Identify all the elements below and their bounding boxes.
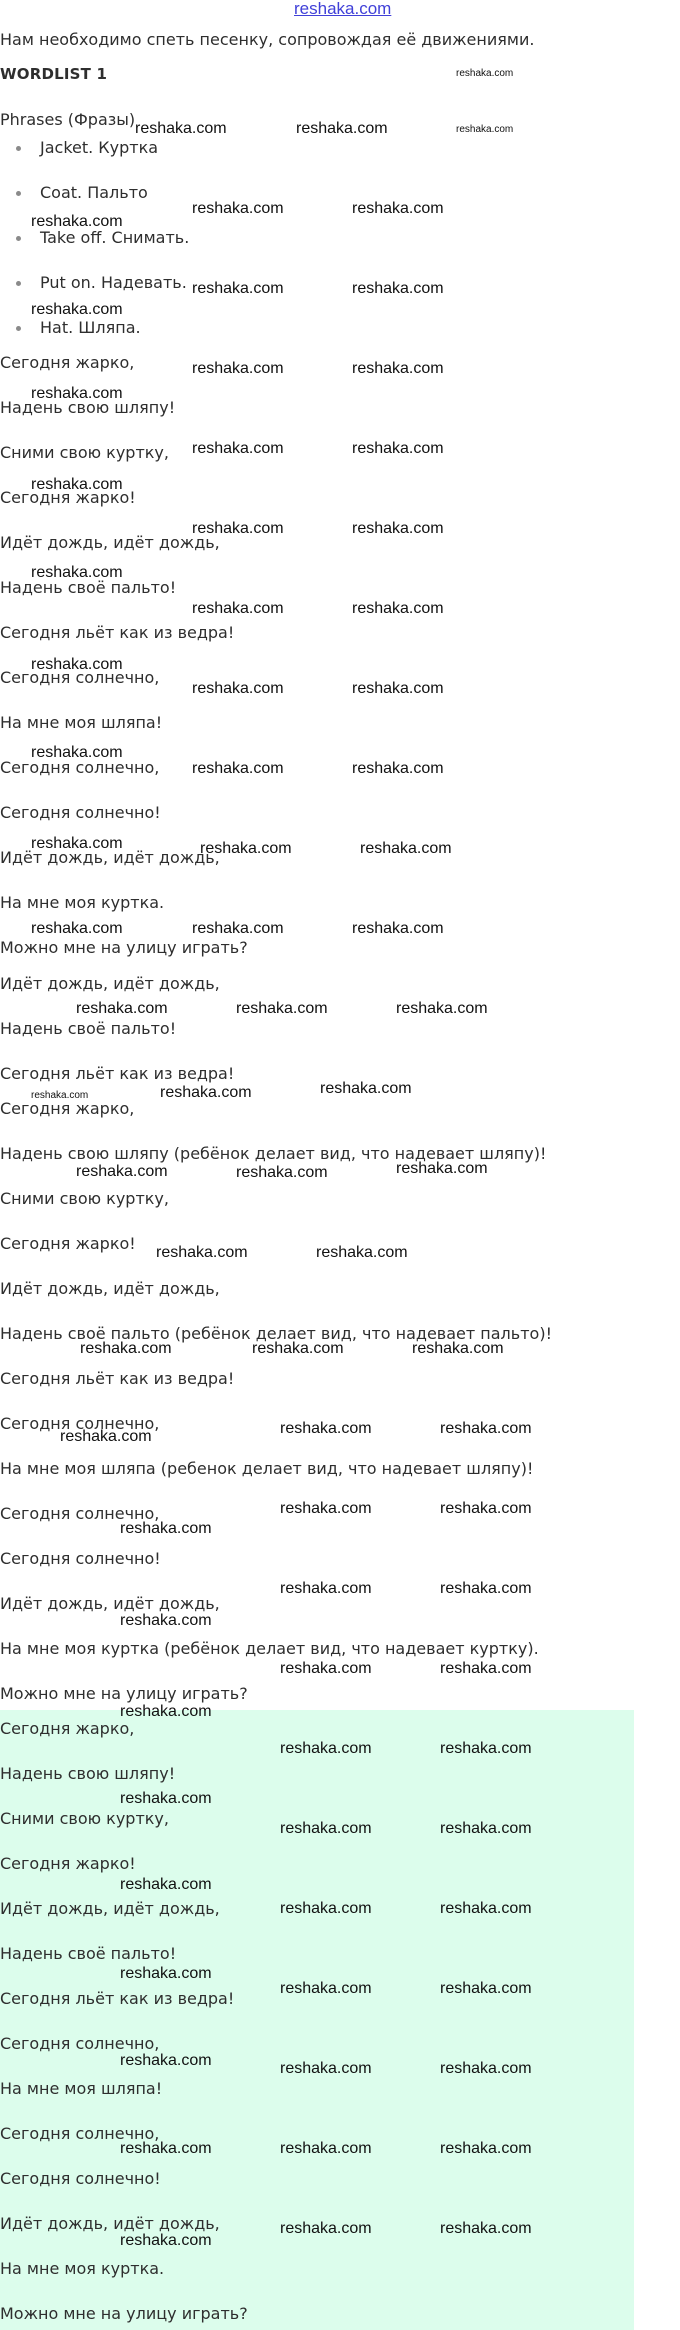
watermark: reshaka.com	[236, 1164, 328, 1181]
watermark: reshaka.com	[320, 1080, 412, 1097]
song-line: Можно мне на улицу играть?	[0, 938, 248, 957]
watermark: reshaka.com	[160, 1084, 252, 1101]
phrase-item: Hat. Шляпа.	[40, 318, 141, 337]
watermark: reshaka.com	[412, 1340, 504, 1357]
watermark: reshaka.com	[440, 2140, 532, 2157]
watermark: reshaka.com	[120, 2052, 212, 2069]
song-line: Идёт дождь, идёт дождь,	[0, 1594, 220, 1613]
watermark: reshaka.com	[440, 1660, 532, 1677]
watermark: reshaka.com	[280, 1660, 372, 1677]
song-line: Сегодня жарко!	[0, 488, 136, 507]
watermark: reshaka.com	[352, 360, 444, 377]
song-line: Сегодня жарко,	[0, 353, 135, 372]
song-line: Сегодня солнечно,	[0, 668, 160, 687]
watermark: reshaka.com	[120, 1520, 212, 1537]
watermark: reshaka.com	[352, 600, 444, 617]
watermark: reshaka.com	[192, 760, 284, 777]
watermark: reshaka.com	[200, 840, 292, 857]
song-line: Сегодня льёт как из ведра!	[0, 623, 235, 642]
watermark: reshaka.com	[280, 1740, 372, 1757]
watermark: reshaka.com	[280, 1900, 372, 1917]
phrase-item: Put on. Надевать.	[40, 273, 187, 292]
phrases-heading: Phrases (Фразы)	[0, 110, 136, 129]
song-line: Надень своё пальто!	[0, 1019, 177, 1038]
watermark: reshaka.com	[280, 2220, 372, 2237]
watermark: reshaka.com	[120, 1612, 212, 1629]
watermark: reshaka.com	[31, 920, 123, 937]
watermark: reshaka.com	[396, 1000, 488, 1017]
song-line: На мне моя куртка.	[0, 2259, 165, 2278]
watermark: reshaka.com	[352, 760, 444, 777]
song-line: Сегодня льёт как из ведра!	[0, 1369, 235, 1388]
song-line: Идёт дождь, идёт дождь,	[0, 2214, 220, 2233]
watermark: reshaka.com	[192, 360, 284, 377]
watermark: reshaka.com	[31, 476, 123, 493]
watermark: reshaka.com	[352, 920, 444, 937]
phrase-item: Coat. Пальто	[40, 183, 148, 202]
watermark: reshaka.com	[316, 1244, 408, 1261]
watermark: reshaka.com	[280, 2060, 372, 2077]
watermark: reshaka.com	[360, 840, 452, 857]
watermark: reshaka.com	[31, 1090, 89, 1101]
song-line: Сегодня солнечно,	[0, 1504, 160, 1523]
watermark: reshaka.com	[120, 2232, 212, 2249]
watermark: reshaka.com	[192, 520, 284, 537]
song-line: Сегодня льёт как из ведра!	[0, 1064, 235, 1083]
watermark: reshaka.com	[135, 120, 227, 137]
watermark: reshaka.com	[192, 600, 284, 617]
watermark: reshaka.com	[31, 656, 123, 673]
song-line: Сними свою куртку,	[0, 1809, 169, 1828]
watermark: reshaka.com	[156, 1244, 248, 1261]
watermark: reshaka.com	[440, 2060, 532, 2077]
watermark: reshaka.com	[396, 1160, 488, 1177]
song-line: Сегодня жарко,	[0, 1099, 135, 1118]
watermark: reshaka.com	[31, 301, 123, 318]
watermark: reshaka.com	[440, 2220, 532, 2237]
watermark: reshaka.com	[31, 213, 123, 230]
watermark: reshaka.com	[280, 1980, 372, 1997]
watermark: reshaka.com	[31, 835, 123, 852]
watermark: reshaka.com	[456, 124, 514, 135]
song-line: Идёт дождь, идёт дождь,	[0, 974, 220, 993]
song-line: На мне моя шляпа!	[0, 2079, 163, 2098]
song-line: Сегодня жарко!	[0, 1854, 136, 1873]
song-line: На мне моя шляпа (ребенок делает вид, что надевает шляпу)!	[0, 1459, 534, 1478]
watermark: reshaka.com	[192, 680, 284, 697]
watermark: reshaka.com	[192, 920, 284, 937]
watermark: reshaka.com	[192, 200, 284, 217]
watermark: reshaka.com	[31, 744, 123, 761]
song-line: Сегодня солнечно,	[0, 758, 160, 777]
song-line: Надень свою шляпу!	[0, 398, 176, 417]
song-line: Сегодня льёт как из ведра!	[0, 1989, 235, 2008]
watermark: reshaka.com	[76, 1000, 168, 1017]
song-line: На мне моя куртка.	[0, 893, 165, 912]
watermark: reshaka.com	[440, 1900, 532, 1917]
song-line: Можно мне на улицу играть?	[0, 1684, 248, 1703]
song-line: Сегодня солнечно,	[0, 2034, 160, 2053]
watermark: reshaka.com	[236, 1000, 328, 1017]
song-line: Сегодня солнечно!	[0, 2169, 161, 2188]
watermark: reshaka.com	[120, 1965, 212, 1982]
watermark: reshaka.com	[280, 1420, 372, 1437]
watermark: reshaka.com	[296, 120, 388, 137]
song-line: Сегодня жарко!	[0, 1234, 136, 1253]
watermark: reshaka.com	[280, 1580, 372, 1597]
watermark: reshaka.com	[76, 1163, 168, 1180]
watermark: reshaka.com	[120, 1876, 212, 1893]
song-line: Надень своё пальто!	[0, 1944, 177, 1963]
watermark: reshaka.com	[120, 2140, 212, 2157]
watermark: reshaka.com	[60, 1428, 152, 1445]
watermark: reshaka.com	[352, 440, 444, 457]
watermark: reshaka.com	[352, 680, 444, 697]
watermark: reshaka.com	[456, 68, 514, 79]
watermark: reshaka.com	[440, 1500, 532, 1517]
song-line: Сегодня солнечно,	[0, 2124, 160, 2143]
song-line: Надень свою шляпу (ребёнок делает вид, что надевает шляпу)!	[0, 1144, 547, 1163]
watermark: reshaka.com	[280, 1500, 372, 1517]
watermark: reshaka.com	[120, 1790, 212, 1807]
song-line: Можно мне на улицу играть?	[0, 2304, 248, 2323]
watermark: reshaka.com	[352, 520, 444, 537]
song-line: Идёт дождь, идёт дождь,	[0, 1279, 220, 1298]
watermark: reshaka.com	[352, 280, 444, 297]
watermark: reshaka.com	[80, 1340, 172, 1357]
watermark: reshaka.com	[252, 1340, 344, 1357]
song-line: Идёт дождь, идёт дождь,	[0, 848, 220, 867]
wordlist-heading: WORDLIST 1	[0, 65, 108, 83]
song-line: На мне моя куртка (ребёнок делает вид, что надевает куртку).	[0, 1639, 539, 1658]
song-line: Идёт дождь, идёт дождь,	[0, 533, 220, 552]
watermark: reshaka.com	[192, 440, 284, 457]
watermark: reshaka.com	[31, 385, 123, 402]
watermark: reshaka.com	[352, 200, 444, 217]
watermark: reshaka.com	[440, 1980, 532, 1997]
song-line: Сегодня солнечно,	[0, 1414, 160, 1433]
phrase-item: Take off. Снимать.	[40, 228, 190, 247]
intro-text: Нам необходимо спеть песенку, сопровождая её движениями.	[0, 30, 535, 49]
song-line: Сегодня жарко,	[0, 1719, 135, 1738]
song-line: На мне моя шляпа!	[0, 713, 163, 732]
song-line: Сними свою куртку,	[0, 443, 169, 462]
watermark: reshaka.com	[31, 564, 123, 581]
watermark: reshaka.com	[440, 1820, 532, 1837]
watermark: reshaka.com	[280, 2140, 372, 2157]
song-line: Идёт дождь, идёт дождь,	[0, 1899, 220, 1918]
watermark: reshaka.com	[440, 1740, 532, 1757]
watermark: reshaka.com	[120, 1703, 212, 1720]
song-line: Надень своё пальто!	[0, 578, 177, 597]
song-line: Надень свою шляпу!	[0, 1764, 176, 1783]
watermark: reshaka.com	[192, 280, 284, 297]
watermark: reshaka.com	[440, 1420, 532, 1437]
watermark: reshaka.com	[280, 1820, 372, 1837]
site-watermark-link[interactable]: reshaka.com	[294, 0, 392, 18]
song-line: Сегодня солнечно!	[0, 1549, 161, 1568]
watermark: reshaka.com	[440, 1580, 532, 1597]
song-line: Надень своё пальто (ребёнок делает вид, что надевает пальто)!	[0, 1324, 552, 1343]
song-line: Сегодня солнечно!	[0, 803, 161, 822]
song-line: Сними свою куртку,	[0, 1189, 169, 1208]
phrase-item: Jacket. Куртка	[40, 138, 159, 157]
